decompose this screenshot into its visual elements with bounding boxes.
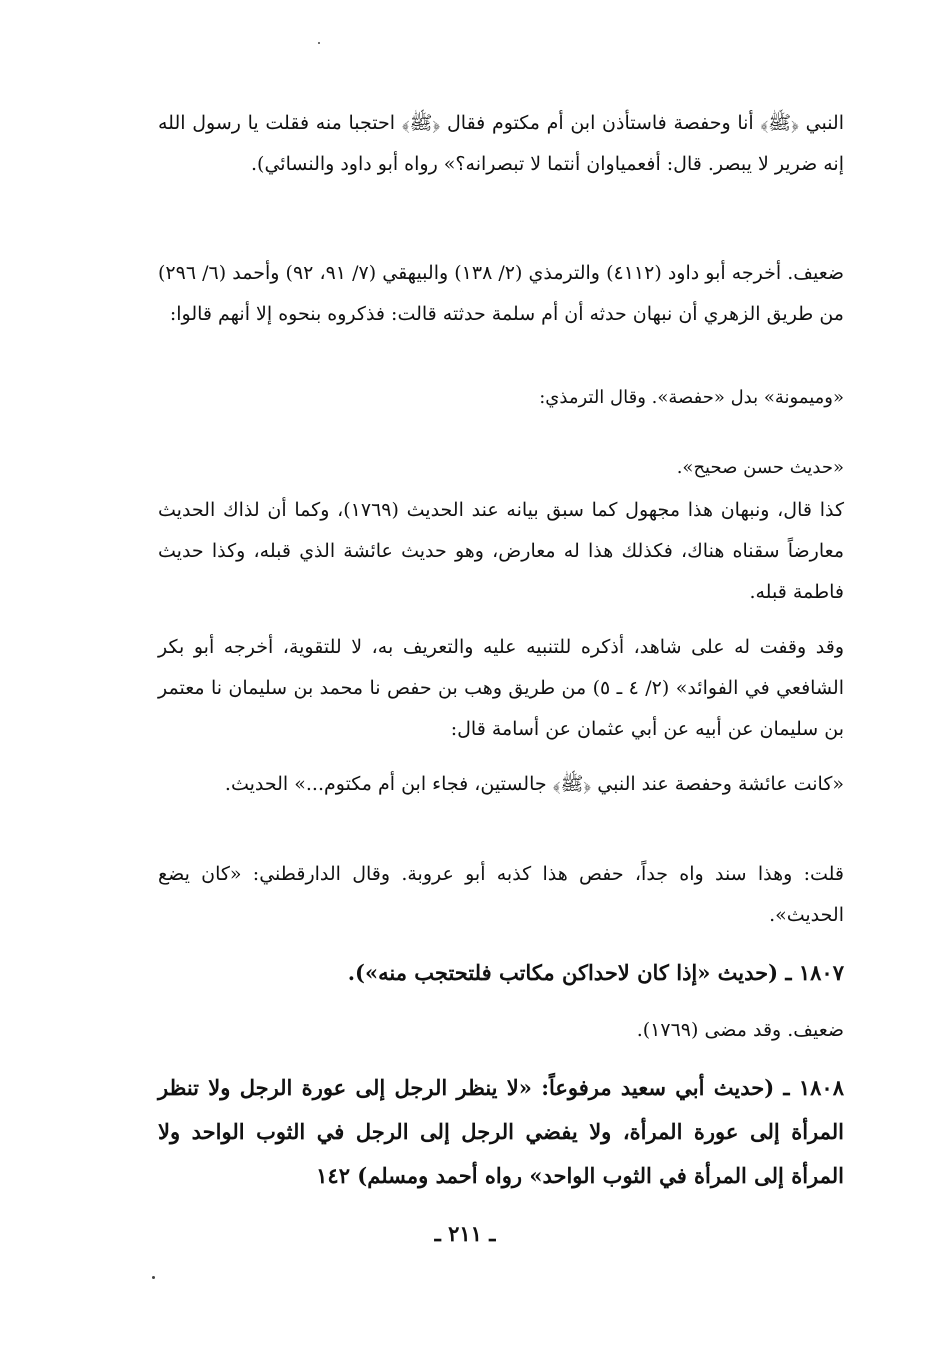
paragraph-takhrij: ضعيف. أخرجه أبو داود (٤١١٢) والترمذي (٢/ ١٣٨) والبيهقي (٧/ ٩١، ٩٢) وأحمد (٦/ ٢٩٦) من طريق الزهري أن نبهان حدثه أن أم سلمة حدثته قالت: فذكروه بنحوه إلا أنهم قالوا: — [158, 262, 845, 325]
paragraph-tirmidhi-grade: «حديث حسن صحيح». — [676, 457, 844, 478]
paragraph-variant-quote: «وميمونة» بدل «حفصة». وقال الترمذي: — [539, 387, 844, 408]
paragraph-grade-1807: ضعيف. وقد مضى (١٧٦٩). — [636, 1019, 844, 1041]
hadith-heading-1808: ١٨٠٨ ـ (حديث أبي سعيد مرفوعاً: «لا ينظر الرجل إلى عورة الرجل ولا تنظر المرأة إلى عورة المرأة، ولا يفضي الرجل إلى الرجل في الثوب الواحد ولا المرأة إلى المرأة في الثوب الواحد» رواه أحمد ومسلم) ١٤٢ — [158, 1075, 844, 1188]
paragraph-critique: كذا قال، ونبهان هذا مجهول كما سبق بيانه عند الحديث (١٧٦٩)، وكما أن لذاك الحديث معارضاً سقناه هناك، فكذلك هذا له معارض، وهو حديث عائشة الذي قبله، وكذا حديث فاطمة قبله. — [158, 499, 844, 603]
paragraph-witness: وقد وقفت له على شاهد، أذكره للتنبيه عليه والتعريف به، لا للتقوية، أخرجه أبو بكر الشافعي في الفوائد» (٢/ ٤ ـ ٥) من طريق وهب بن حفص نا محمد بن سليمان نا معتمر بن سليمان عن أبيه عن أبي عثمان عن أسامة قال: — [158, 636, 844, 740]
paragraph-chain-assessment: قلت: وهذا سند واه جداً، حفص هذا كذبه أبو عروبة. وقال الدارقطني: «كان يضع الحديث». — [158, 863, 844, 926]
paragraph-witness-text: «كانت عائشة وحفصة عند النبي ﴿ﷺ﴾ جالستين، فجاء ابن أم مكتوم...» الحديث. — [224, 773, 844, 795]
scan-speck — [152, 1276, 155, 1279]
page-number: ـ ٢١١ ـ — [434, 1221, 496, 1246]
scan-speck — [318, 42, 320, 44]
hadith-heading-1807: ١٨٠٧ ـ (حديث «إذا كان لاحداكن مكاتب فلتحتجب منه»). — [347, 960, 844, 985]
paragraph-hadith-continuation: النبي ﴿ﷺ﴾ أنا وحفصة فاستأذن ابن أم مكتوم فقال ﴿ﷺ﴾ احتجبا منه فقلت يا رسول الله إنه ضرير لا يبصر. قال: أفعمياوان أنتما لا تبصرانه؟» رواه أبو داود والنسائي). — [158, 112, 844, 175]
